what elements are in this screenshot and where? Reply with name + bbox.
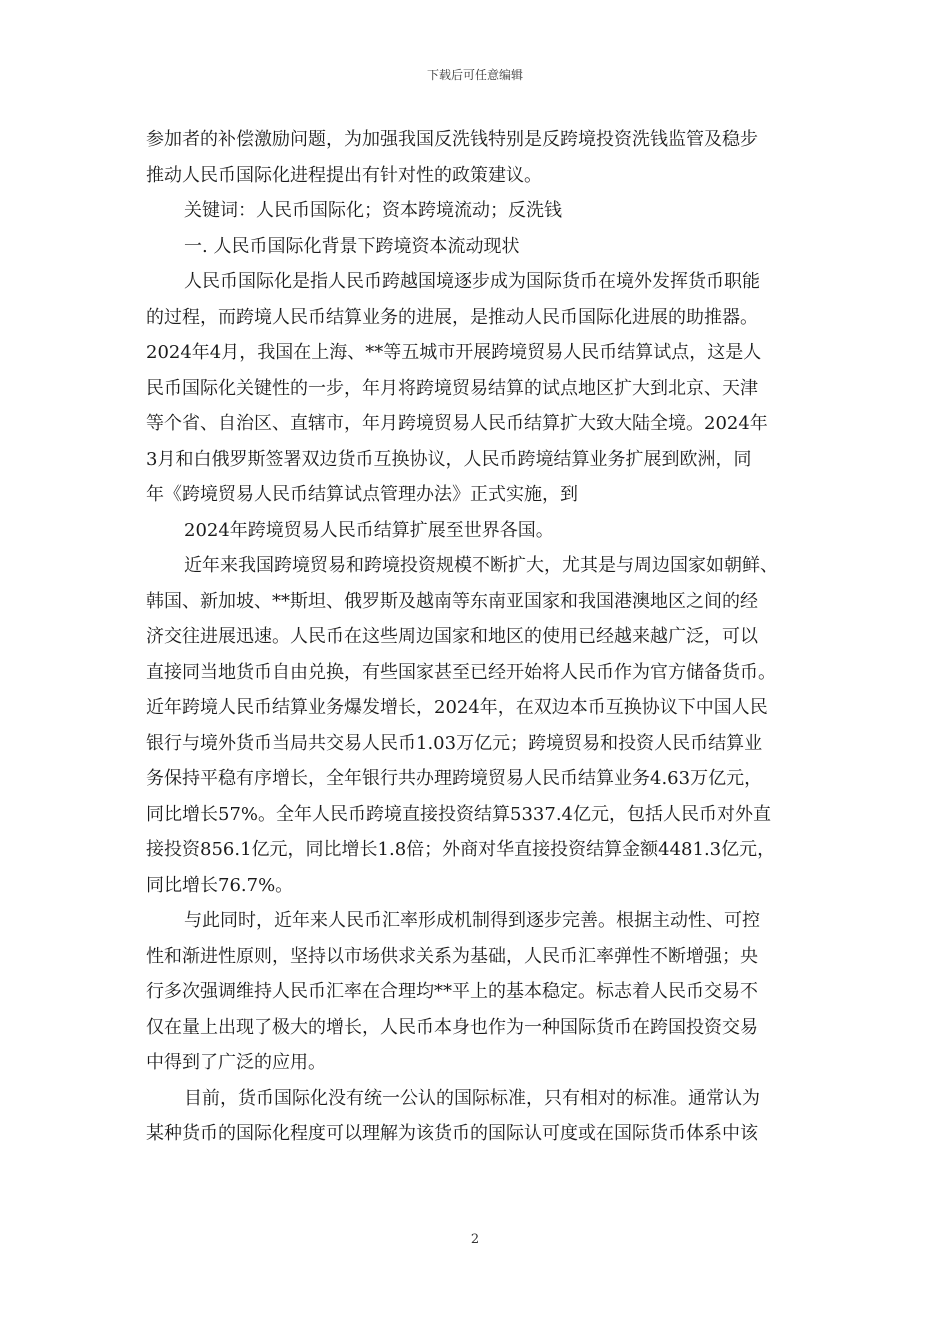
text-line: 行多次强调维持人民币汇率在合理均**平上的基本稳定。标志着人民币交易不 [146,981,758,1002]
text-line: 直接同当地货币自由兑换，有些国家甚至已经开始将人民币作为官方储备货币。 [146,661,776,683]
text-line: 的过程，而跨境人民币结算业务的进展，是推动人民币国际化进展的助推器。 [146,306,758,328]
text-line: 与此同时，近年来人民币汇率形成机制得到逐步完善。根据主动性、可控 [184,910,760,931]
text-line: 务保持平稳有序增长，全年银行共办理跨境贸易人民币结算业务4.63万亿元， [146,768,763,789]
text-line: 关键词：人民币国际化；资本跨境流动；反洗钱 [184,200,562,221]
page-header: 下载后可任意编辑 [426,68,523,82]
text-line: 仅在量上出现了极大的增长，人民币本身也作为一种国际货币在跨国投资交易 [146,1016,758,1038]
text-line: 近年来我国跨境贸易和跨境投资规模不断扩大，尤其是与周边国家如朝鲜、 [184,555,778,576]
text-line: 2024年跨境贸易人民币结算扩展至世界各国。 [184,519,554,541]
text-line: 中得到了广泛的应用。 [146,1052,326,1073]
text-line: 2024年4月，我国在上海、**等五城市开展跨境贸易人民币结算试点，这是人 [146,342,762,363]
text-line: 近年跨境人民币结算业务爆发增长，2024年，在双边本币互换协议下中国人民 [146,697,768,718]
text-line: 济交往进展迅速。人民币在这些周边国家和地区的使用已经越来越广泛，可以 [146,626,758,647]
text-line: 民币国际化关键性的一步，年月将跨境贸易结算的试点地区扩大到北京、天津 [146,377,758,399]
text-line: 一. 人民币国际化背景下跨境资本流动现状 [184,235,520,257]
text-line: 银行与境外货币当局共交易人民币1.03万亿元；跨境贸易和投资人民币结算业 [146,732,763,754]
text-line: 同比增长76.7%。 [146,874,294,896]
text-line: 参加者的补偿激励问题，为加强我国反洗钱特别是反跨境投资洗钱监管及稳步 [146,129,758,150]
page-number: 2 [470,1232,480,1247]
text-line: 3月和白俄罗斯签署双边货币互换协议，人民币跨境结算业务扩展到欧洲，同 [146,448,752,470]
text-line: 同比增长57%。全年人民币跨境直接投资结算5337.4亿元，包括人民币对外直 [146,803,771,825]
document-body [146,122,808,1152]
text-line: 接投资856.1亿元，同比增长1.8倍；外商对华直接投资结算金额4481.3亿元， [146,839,776,860]
text-line: 人民币国际化是指人民币跨越国境逐步成为国际货币在境外发挥货币职能 [184,271,760,292]
text-line: 某种货币的国际化程度可以理解为该货币的国际认可度或在国际货币体系中该 [146,1123,758,1144]
text-line: 等个省、自治区、直辖市，年月跨境贸易人民币结算扩大致大陆全境。2024年 [146,413,768,434]
text-line: 目前，货币国际化没有统一公认的国际标准，只有相对的标准。通常认为 [184,1087,760,1109]
text-line: 年《跨境贸易人民币结算试点管理办法》正式实施，到 [146,484,578,505]
text-line: 韩国、新加坡、**斯坦、俄罗斯及越南等东南亚国家和我国港澳地区之间的经 [146,590,758,612]
text-line: 推动人民币国际化进程提出有针对性的政策建议。 [146,164,542,186]
text-line: 性和渐进性原则，坚持以市场供求关系为基础，人民币汇率弹性不断增强；央 [146,945,758,967]
